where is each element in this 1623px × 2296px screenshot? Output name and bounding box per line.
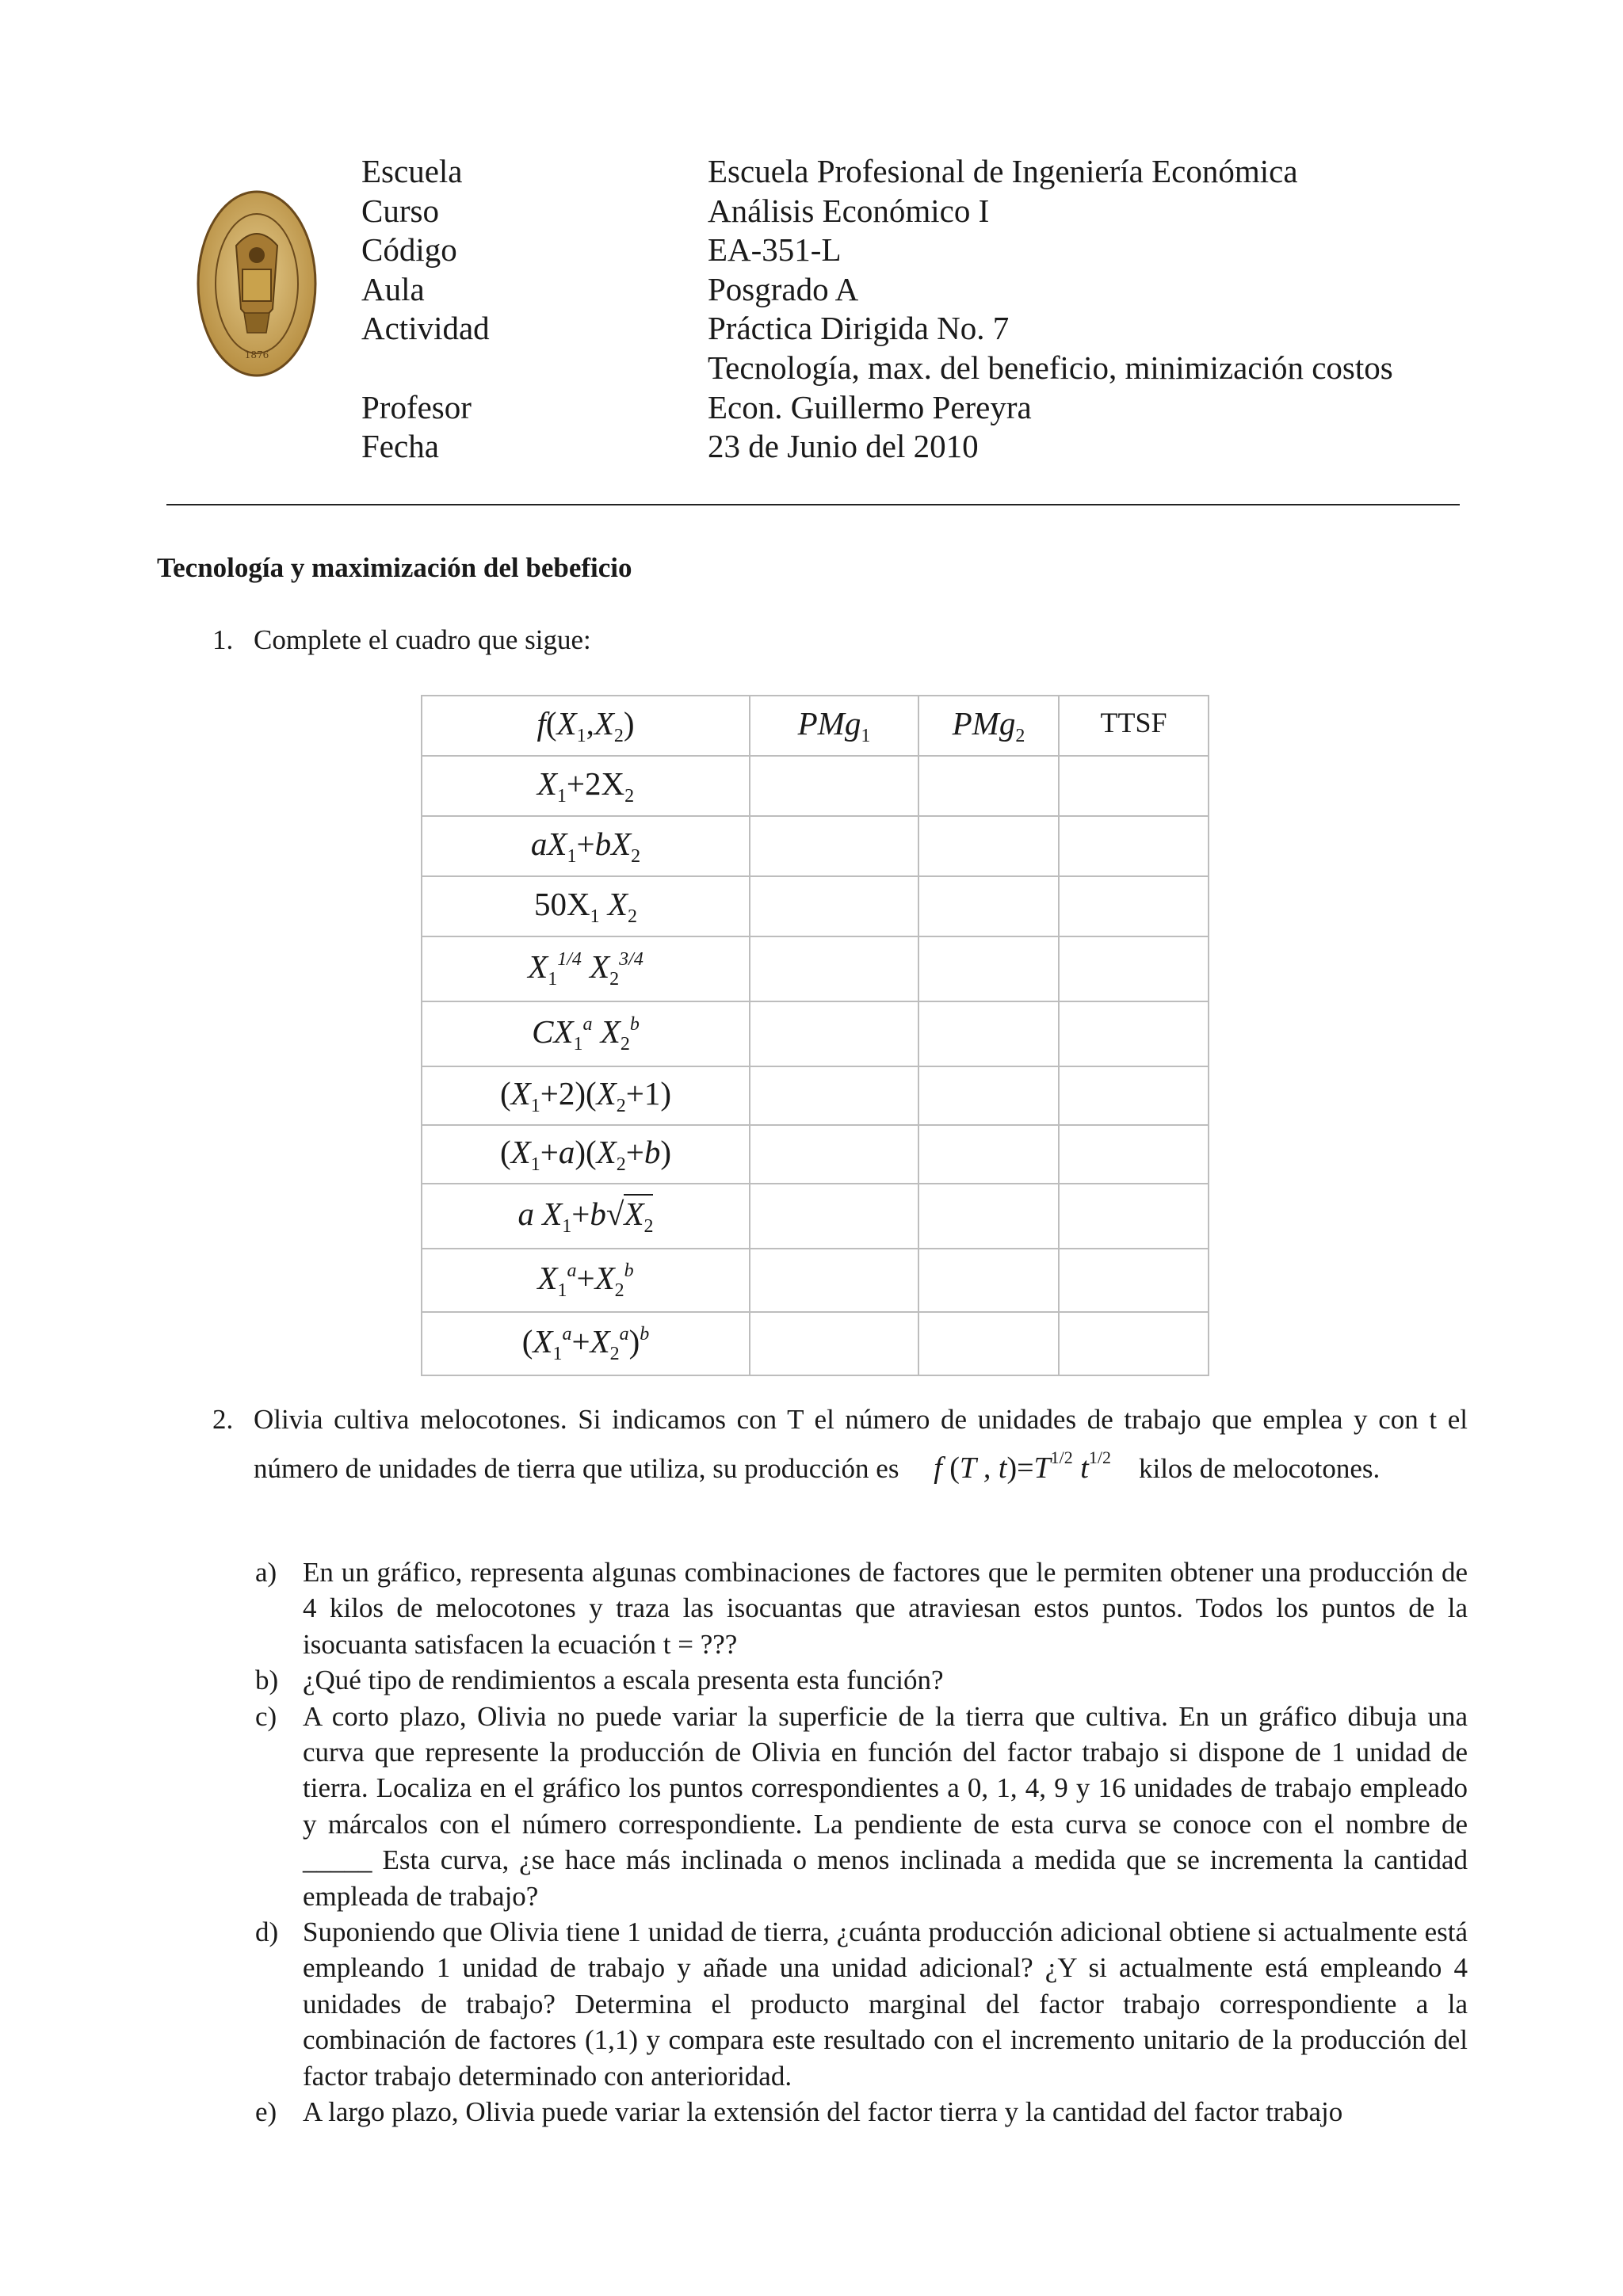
table-row — [422, 1125, 1209, 1184]
answer-cell[interactable] — [1059, 756, 1209, 816]
function-cell: $(X_1+a)(X_2+b)$ — [422, 1125, 750, 1184]
answer-cell[interactable] — [750, 1125, 918, 1184]
production-table — [421, 695, 1209, 1376]
header-value: Escuela Profesional de Ingeniería Económica — [708, 153, 1298, 189]
answer-cell[interactable] — [1059, 1001, 1209, 1066]
table-row — [422, 756, 1209, 816]
list-item — [255, 1554, 1468, 1662]
answer-cell[interactable] — [750, 1066, 918, 1125]
answer-cell[interactable] — [1059, 1125, 1209, 1184]
list-item — [255, 1699, 1468, 1914]
header-pmg1: PMg$_1$ — [750, 696, 918, 756]
question-number: 2. — [212, 1404, 234, 1435]
item-label: c) — [255, 1700, 277, 1732]
item-text: A corto plazo, Olivia no puede variar la superficie de la tierra que cultiva. En un gráfico dibuja una curva que represente la producción de Olivia en función del factor trabajo si dispone de 1 unidad de tierra. Localiza en el gráfico los puntos correspondientes a 0, 1, 4, 9 y 16 unidades de trabajo empleado y márcalos con el número correspondiente. La pendiente de esta curva se conoce con el nombre de _____ Esta curva, ¿se hace más inclinada o menos inclinada a medida que se incrementa la cantidad empleada de trabajo? — [303, 1700, 1468, 1912]
answer-cell[interactable] — [1059, 876, 1209, 936]
header-value: Análisis Económico I — [708, 192, 990, 229]
function-cell: $X_1^a+X_2^b$ — [422, 1249, 750, 1312]
header-value: Tecnología, max. del beneficio, minimización costos — [708, 349, 1393, 386]
answer-cell[interactable] — [918, 936, 1059, 1001]
header-label: Aula — [361, 270, 425, 307]
answer-cell[interactable] — [918, 1066, 1059, 1125]
header-value: Práctica Dirigida No. 7 — [708, 310, 1010, 347]
answer-cell[interactable] — [750, 816, 918, 876]
question-2 — [212, 1401, 1468, 1488]
answer-cell[interactable] — [1059, 1249, 1209, 1312]
question-number: 1. — [212, 624, 234, 655]
answer-cell[interactable] — [918, 1125, 1059, 1184]
item-text: ¿Qué tipo de rendimientos a escala presenta esta función? — [303, 1665, 944, 1696]
question-intro: Olivia cultiva melocotones. Si indicamos con T el número de unidades de trabajo que emplea y con t el número de unidades de tierra que utiliza, su producción es — [254, 1404, 1468, 1484]
answer-cell[interactable] — [1059, 936, 1209, 1001]
table-row — [422, 1184, 1209, 1249]
function-cell: $(X_1^a+X_2^a)^b$ — [422, 1312, 750, 1375]
header-ttsf: TTSF — [1059, 696, 1209, 756]
function-cell: a $X_1+b√X_2$ — [422, 1184, 750, 1249]
function-cell: $50X_1$ $X_2$ — [422, 876, 750, 936]
header-label: Fecha — [361, 428, 439, 465]
university-seal — [197, 190, 317, 377]
header-label: Código — [361, 231, 457, 269]
table-row — [422, 1066, 1209, 1125]
header-divider — [166, 504, 1460, 505]
header-function: $f(X_1,X_2)$ — [422, 696, 750, 756]
list-item — [255, 1662, 1468, 1698]
function-cell: $CX_1^a$ $X_2^b$ — [422, 1001, 750, 1066]
header-label: Escuela — [361, 153, 463, 189]
item-label: d) — [255, 1917, 279, 1948]
header-value: Posgrado A — [708, 270, 859, 307]
answer-cell[interactable] — [1059, 1066, 1209, 1125]
header-value: 23 de Junio del 2010 — [708, 428, 979, 465]
svg-text:1876: 1876 — [244, 349, 269, 360]
header-labels — [361, 152, 490, 467]
item-text: En un gráfico, representa algunas combinaciones de factores que le permiten obtener una producción de 4 kilos de melocotones y traza las isocuantas que atraviesan estos puntos. Todos los puntos de la isocuanta satisfacen la ecuación t = ??? — [303, 1557, 1468, 1660]
question-text — [254, 1401, 1468, 1488]
function-cell: $(X_1+2)(X_2+1)$ — [422, 1066, 750, 1125]
header-label: Curso — [361, 192, 439, 229]
answer-cell[interactable] — [918, 756, 1059, 816]
question-text: Complete el cuadro que sigue: — [254, 624, 591, 655]
header-values — [708, 152, 1393, 467]
section-title: Tecnología y maximización del bebeficio — [157, 552, 632, 583]
table-row — [422, 816, 1209, 876]
header-value: EA-351-L — [708, 231, 842, 269]
answer-cell[interactable] — [1059, 816, 1209, 876]
header-pmg2: PMg$_2$ — [918, 696, 1059, 756]
table-header-row — [422, 696, 1209, 756]
answer-cell[interactable] — [918, 816, 1059, 876]
question-intro-end: kilos de melocotones. — [1138, 1453, 1381, 1484]
answer-cell[interactable] — [918, 1249, 1059, 1312]
answer-cell[interactable] — [750, 1001, 918, 1066]
function-cell: $aX_1+bX_2$ — [422, 816, 750, 876]
answer-cell[interactable] — [750, 1249, 918, 1312]
table-row — [422, 1312, 1209, 1375]
item-text: A largo plazo, Olivia puede variar la extensión del factor tierra y la cantidad del factor trabajo — [303, 2096, 1343, 2128]
production-formula: f (T , $t)=T^{1/2}$ $t^{1/2}$ — [934, 1447, 1111, 1485]
answer-cell[interactable] — [750, 936, 918, 1001]
function-cell: $X_1+2X_2$ — [422, 756, 750, 816]
answer-cell[interactable] — [750, 876, 918, 936]
question-2-items — [255, 1554, 1468, 2130]
answer-cell[interactable] — [918, 1312, 1059, 1375]
table-row — [422, 876, 1209, 936]
item-label: b) — [255, 1665, 279, 1696]
item-label: a) — [255, 1557, 277, 1588]
table-row — [422, 1249, 1209, 1312]
table-row — [422, 936, 1209, 1001]
function-cell: $X_1^{1/4}$ $X_2^{3/4}$ — [422, 936, 750, 1001]
header-label: Profesor — [361, 388, 472, 425]
item-label: e) — [255, 2096, 277, 2128]
answer-cell[interactable] — [750, 756, 918, 816]
table-row — [422, 1001, 1209, 1066]
question-1 — [212, 624, 591, 656]
answer-cell[interactable] — [1059, 1312, 1209, 1375]
answer-cell[interactable] — [918, 1184, 1059, 1249]
item-text: Suponiendo que Olivia tiene 1 unidad de tierra, ¿cuánta producción adicional obtiene si actualmente está empleando 1 unidad de trabajo y añade una unidad adicional? ¿Y si actualmente está empleando 4 unidades de trabajo? Determina el producto marginal del factor trabajo correspondiente a la combinación de factores (1,1) y compara este resultado con el incremento unitario de la producción del factor trabajo determinado con anterioridad. — [303, 1917, 1468, 2092]
header-label: Actividad — [361, 310, 490, 347]
answer-cell[interactable] — [918, 876, 1059, 936]
header-value: Econ. Guillermo Pereyra — [708, 388, 1032, 425]
header-label — [361, 349, 490, 388]
answer-cell[interactable] — [1059, 1184, 1209, 1249]
list-item — [255, 1914, 1468, 2094]
list-item — [255, 2094, 1468, 2130]
answer-cell[interactable] — [918, 1001, 1059, 1066]
answer-cell[interactable] — [750, 1184, 918, 1249]
answer-cell[interactable] — [750, 1312, 918, 1375]
